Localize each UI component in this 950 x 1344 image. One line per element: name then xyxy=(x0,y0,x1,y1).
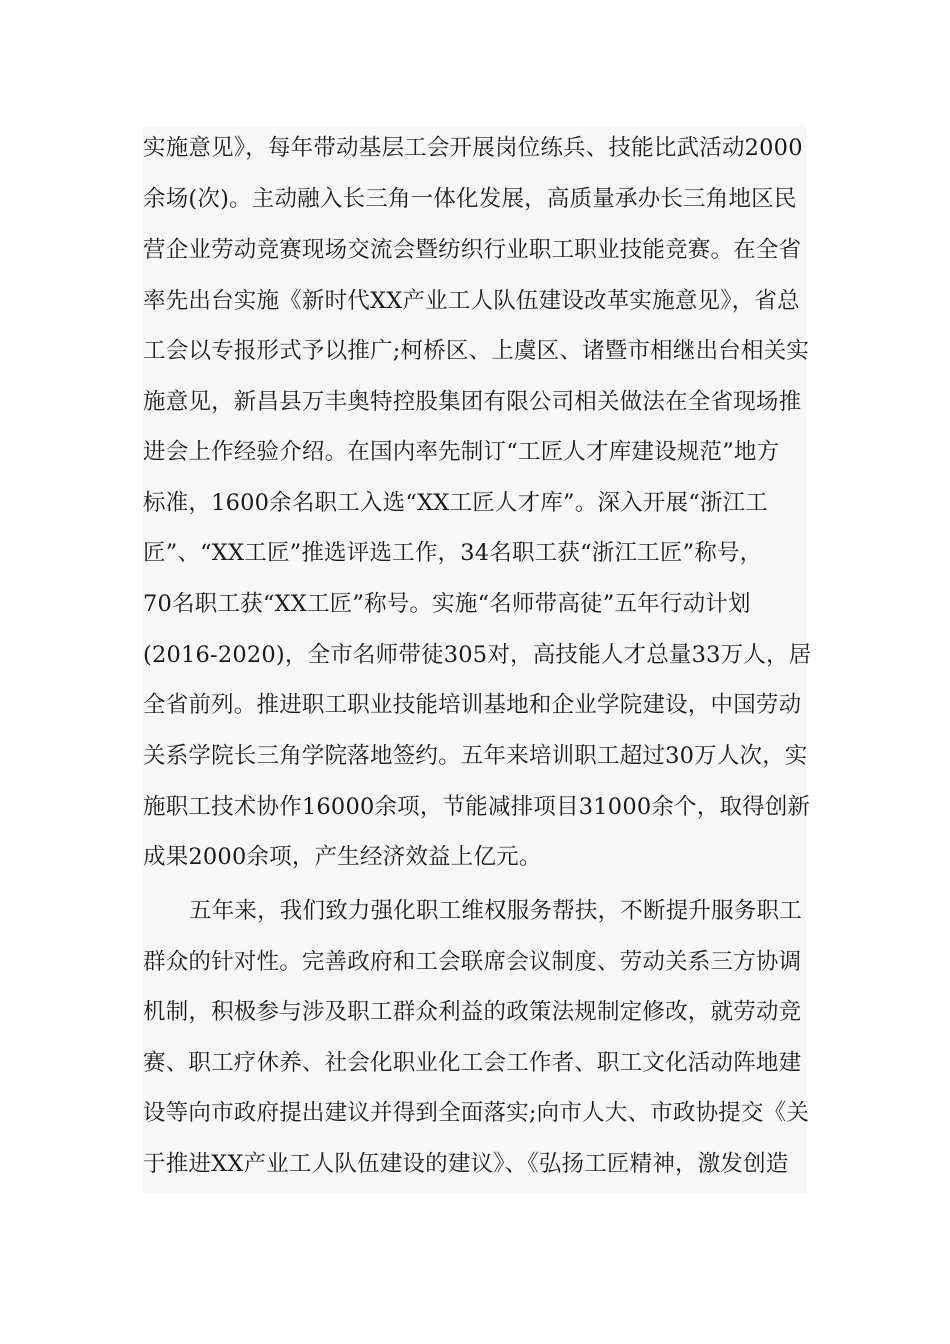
paragraph-line: 实施意见》，每年带动基层工会开展岗位练兵、技能比武活动2000 xyxy=(143,135,803,161)
paragraph-line: 匠”、“XX工匠”推选评选工作，34名职工获“浙江工匠”称号， xyxy=(143,540,763,566)
paragraph-line: 设等向市政府提出建议并得到全面落实;向市人大、市政协提交《关 xyxy=(143,1100,810,1126)
paragraph-line: 于推进XX产业工人队伍建设的建议》、《弘扬工匠精神，激发创造 xyxy=(143,1151,789,1177)
paragraph-line: 施职工技术协作16000余项，节能减排项目31000余个，取得创新 xyxy=(143,794,811,820)
paragraph-line: (2016-2020)，全市名师带徒305对，高技能人才总量33万人，居 xyxy=(143,642,812,668)
paragraph-1 xyxy=(143,126,812,885)
paragraph-line: 赛、职工疗休养、社会化职业化工会工作者、职工文化活动阵地建 xyxy=(143,1050,802,1076)
paragraph-line: 群众的针对性。完善政府和工会联席会议制度、劳动关系三方协调 xyxy=(143,949,802,975)
paragraph-first-line: 五年来，我们致力强化职工维权服务帮扶，不断提升服务职工 xyxy=(189,898,802,924)
paragraph-line: 70名职工获“XX工匠”称号。实施“名师带高徒”五年行动计划 xyxy=(143,591,751,617)
paragraph-line: 关系学院长三角学院落地签约。五年来培训职工超过30万人次，实 xyxy=(143,743,808,769)
paragraph-line: 机制，积极参与涉及职工群众利益的政策法规制定修改，就劳动竞 xyxy=(143,999,802,1025)
paragraph-line: 率先出台实施《新时代XX产业工人队伍建设改革实施意见》，省总 xyxy=(143,288,800,314)
paragraph-line: 工会以专报形式予以推广;柯桥区、上虞区、诸暨市相继出台相关实 xyxy=(143,338,810,364)
paragraph-line: 进会上作经验介绍。在国内率先制订“工匠人才库建设规范”地方 xyxy=(143,439,780,465)
paragraph-line: 余场(次)。主动融入长三角一体化发展，高质量承办长三角地区民 xyxy=(143,186,797,212)
paragraph-line: 成果2000余项，产生经济效益上亿元。 xyxy=(143,844,542,870)
paragraph-line: 施意见，新昌县万丰奥特控股集团有限公司相关做法在全省现场推 xyxy=(143,389,802,415)
paragraph-line: 标准，1600余名职工入选“XX工匠人才库”。深入开展“浙江工 xyxy=(143,490,769,516)
paragraph-line: 全省前列。推进职工职业技能培训基地和企业学院建设，中国劳动 xyxy=(143,692,802,718)
paragraph-2 xyxy=(143,885,810,1193)
paragraph-line: 营企业劳动竞赛现场交流会暨纺织行业职工职业技能竞赛。在全省 xyxy=(143,237,802,263)
